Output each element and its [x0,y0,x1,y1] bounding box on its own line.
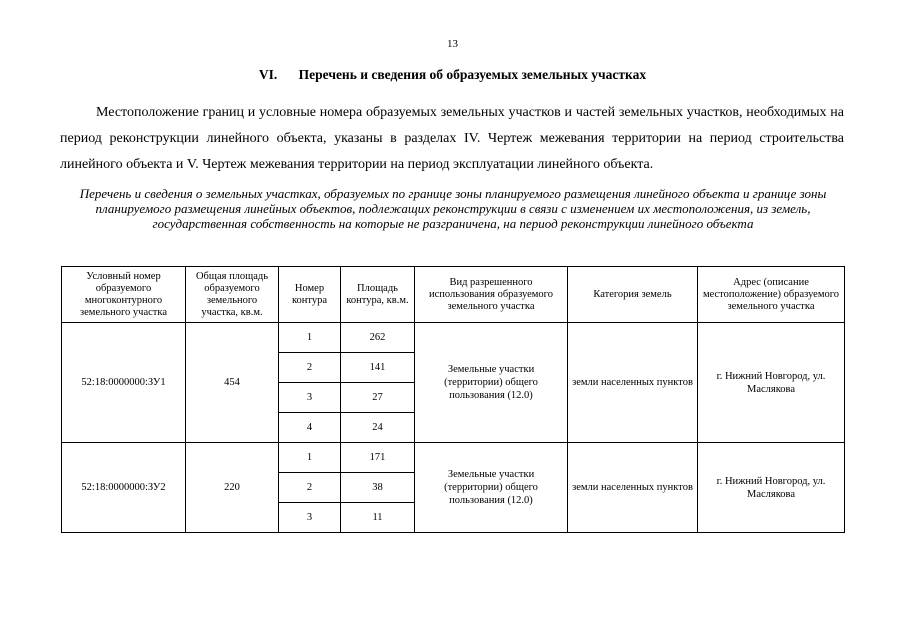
contour-area-cell: 38 [341,473,415,503]
address-cell: г. Нижний Новгород, ул. Маслякова [698,323,845,443]
contour-area-cell: 171 [341,443,415,473]
header-address: Адрес (описание местоположение) образуемого земельного участка [698,267,845,323]
header-parcel-id: Условный номер образуемого многоконтурного земельного участка [62,267,186,323]
contour-area-cell: 11 [341,503,415,533]
section-title: Перечень и сведения об образуемых земельных участках [298,67,647,82]
header-contour-number: Номер контура [279,267,341,323]
section-number: VI. [258,67,278,82]
page-number: 13 [447,38,458,50]
permitted-use-cell: Земельные участки (территории) общего пользования (12.0) [415,323,568,443]
table-row [62,323,845,353]
parcel-id-cell: 52:18:0000000:ЗУ2 [62,443,186,533]
table-caption: Перечень и сведения о земельных участках, образуемых по границе зоны планируемого размещения линейного объекта и границе зоны планируемого размещения линейных объектов, подлежащих реконструкции в связи с изменением их местоположения, из земель, государственная собственность на которые не разграничена, на период реконструкции линейного объекта [79,186,827,231]
total-area-cell: 220 [186,443,279,533]
land-category-cell: земли населенных пунктов [568,323,698,443]
contour-area-cell: 27 [341,383,415,413]
contour-number-cell: 4 [279,413,341,443]
contour-number-cell: 3 [279,503,341,533]
contour-number-cell: 2 [279,473,341,503]
table-header-row [62,267,845,323]
permitted-use-cell: Земельные участки (территории) общего пользования (12.0) [415,443,568,533]
parcels-table [61,266,845,533]
land-category-cell: земли населенных пунктов [568,443,698,533]
header-permitted-use: Вид разрешенного использования образуемого земельного участка [415,267,568,323]
header-land-category: Категория земель [568,267,698,323]
section-heading [0,67,905,83]
header-contour-area: Площадь контура, кв.м. [341,267,415,323]
contour-area-cell: 262 [341,323,415,353]
contour-number-cell: 2 [279,353,341,383]
header-total-area: Общая площадь образуемого земельного участка, кв.м. [186,267,279,323]
contour-number-cell: 3 [279,383,341,413]
intro-paragraph: Местоположение границ и условные номера образуемых земельных участков и частей земельных участков, необходимых на период реконструкции линейного объекта, указаны в разделах IV. Чертеж межевания территории на период строительства линейного объекта и V. Чертеж межевания территории на период эксплуатации линейного объекта. [60,105,844,172]
contour-area-cell: 141 [341,353,415,383]
address-cell: г. Нижний Новгород, ул. Маслякова [698,443,845,533]
total-area-cell: 454 [186,323,279,443]
contour-number-cell: 1 [279,443,341,473]
contour-area-cell: 24 [341,413,415,443]
contour-number-cell: 1 [279,323,341,353]
table-row [62,443,845,473]
parcel-id-cell: 52:18:0000000:ЗУ1 [62,323,186,443]
